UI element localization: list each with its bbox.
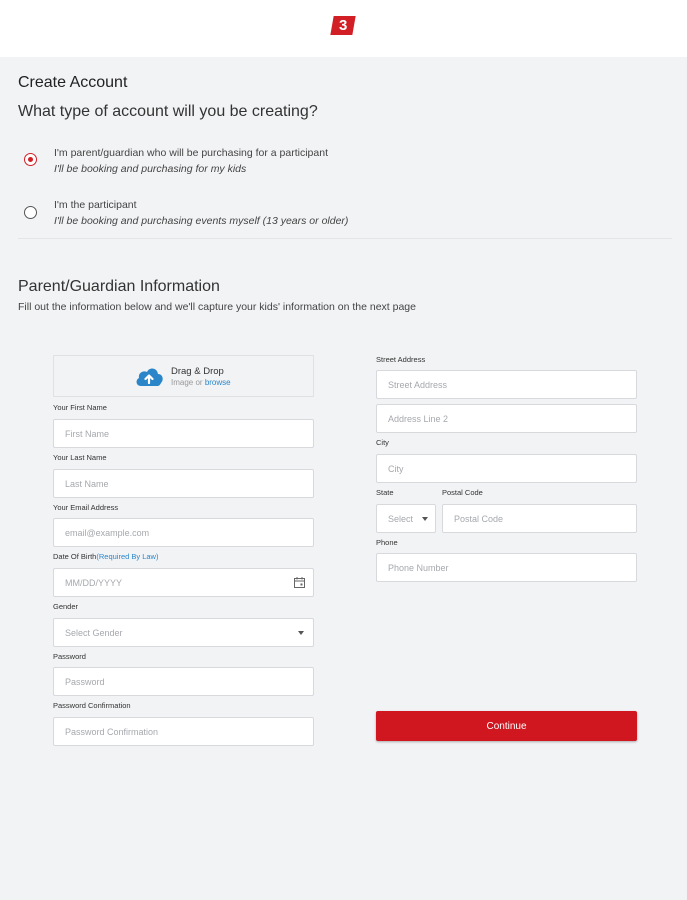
postal-field[interactable] xyxy=(442,504,637,533)
photo-dropzone[interactable] xyxy=(53,355,314,397)
email-field[interactable] xyxy=(53,518,314,547)
password-input[interactable] xyxy=(54,668,313,695)
chevron-down-icon xyxy=(298,631,304,635)
last-name-label: Your Last Name xyxy=(53,453,107,462)
city-input[interactable] xyxy=(377,455,636,482)
gender-select[interactable] xyxy=(53,618,314,647)
street-label: Street Address xyxy=(376,355,426,364)
account-option-guardian[interactable] xyxy=(24,147,644,177)
radio-guardian[interactable] xyxy=(24,153,37,166)
email-label: Your Email Address xyxy=(53,503,119,512)
account-type-question: What type of account will you be creating? xyxy=(18,103,318,120)
dob-input[interactable] xyxy=(54,569,313,596)
option-label: I'm parent/guardian who will be purchasing for a participant xyxy=(54,147,328,159)
dropzone-subtitle xyxy=(171,378,231,387)
phone-field[interactable] xyxy=(376,553,637,582)
radio-participant[interactable] xyxy=(24,206,37,219)
email-input[interactable] xyxy=(54,519,313,546)
dropzone-sub-prefix: Image or xyxy=(171,378,203,387)
last-name-field[interactable] xyxy=(53,469,314,498)
last-name-input[interactable] xyxy=(54,470,313,497)
first-name-input[interactable] xyxy=(54,420,313,447)
gender-label: Gender xyxy=(53,602,79,611)
calendar-icon[interactable] xyxy=(294,577,305,588)
address-line2-input[interactable] xyxy=(377,405,636,432)
dob-field[interactable] xyxy=(53,568,314,597)
account-option-participant[interactable] xyxy=(24,199,644,229)
street-input[interactable] xyxy=(377,371,636,398)
option-sublabel: I'll be booking and purchasing events myself (13 years or older) xyxy=(54,215,349,227)
continue-button[interactable]: Continue xyxy=(376,711,637,741)
dob-required-note: (Required By Law) xyxy=(96,552,159,561)
page-title: Create Account xyxy=(18,74,128,91)
address-line2-field[interactable] xyxy=(376,404,637,433)
dob-label-text: Date Of Birth xyxy=(53,552,97,561)
state-label: State xyxy=(376,488,394,497)
first-name-label: Your First Name xyxy=(53,403,107,412)
section-divider xyxy=(18,238,672,239)
postal-label: Postal Code xyxy=(442,488,483,497)
top-bar xyxy=(0,0,687,57)
password-confirm-label: Password Confirmation xyxy=(53,701,131,710)
password-field[interactable] xyxy=(53,667,314,696)
cloud-upload-icon xyxy=(134,366,164,388)
dob-label xyxy=(53,552,158,561)
option-label: I'm the participant xyxy=(54,199,137,211)
phone-label: Phone xyxy=(376,538,398,547)
section-subtitle: Fill out the information below and we'll capture your kids' information on the next page xyxy=(18,301,416,313)
browse-link[interactable]: browse xyxy=(204,378,231,387)
phone-input[interactable] xyxy=(377,554,636,581)
city-label: City xyxy=(376,438,389,447)
password-confirm-field[interactable] xyxy=(53,717,314,746)
logo-text: 3 xyxy=(338,17,348,34)
chevron-down-icon xyxy=(422,517,428,521)
password-confirm-input[interactable] xyxy=(54,718,313,745)
section-title: Parent/Guardian Information xyxy=(18,278,220,295)
gender-select-value: Select Gender xyxy=(65,628,123,638)
postal-input[interactable] xyxy=(443,505,636,532)
dropzone-title: Drag & Drop xyxy=(171,366,224,377)
option-sublabel: I'll be booking and purchasing for my kids xyxy=(54,163,247,175)
state-select[interactable] xyxy=(376,504,436,533)
password-label: Password xyxy=(53,652,86,661)
brand-logo[interactable] xyxy=(330,16,355,35)
state-select-value: Select xyxy=(388,514,414,524)
city-field[interactable] xyxy=(376,454,637,483)
first-name-field[interactable] xyxy=(53,419,314,448)
street-field[interactable] xyxy=(376,370,637,399)
